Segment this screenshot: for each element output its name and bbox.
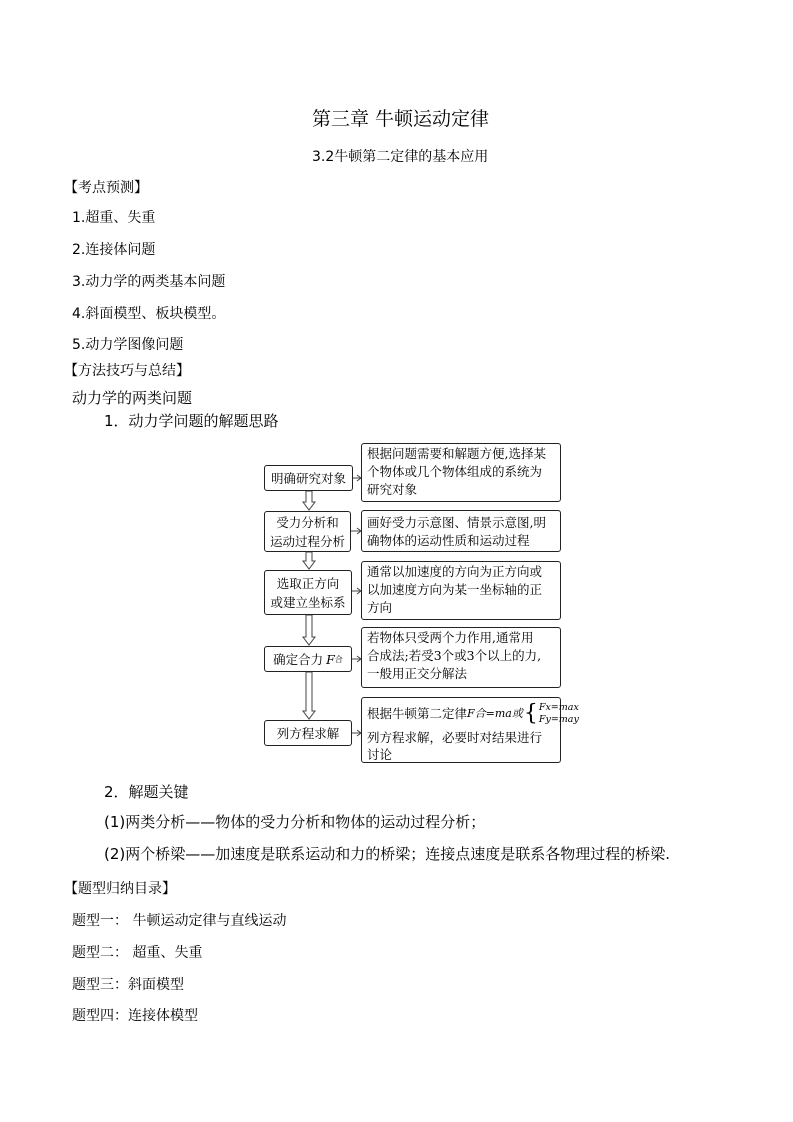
exam-points-heading: 【考点预测】: [64, 180, 148, 196]
flow-step-2: 受力分析和 运动过程分析: [264, 511, 351, 552]
flow-step-3: 选取正方向 或建立坐标系: [264, 570, 352, 615]
catalog-item: 题型一： 牛顿运动定律与直线运动: [72, 913, 287, 929]
catalog-heading: 【题型归纳目录】: [64, 881, 176, 897]
flow-note-5: 根据牛顿第二定律 F合=ma或 { Fx=max Fy=may 列方程求解，必要时对结果进行 讨论: [361, 697, 561, 763]
exam-point-item: 2.连接体问题: [72, 242, 156, 258]
f-symbol: F: [326, 651, 335, 667]
catalog-item: 题型二： 超重、失重: [72, 945, 203, 961]
key-point-2: (2)两个桥梁——加速度是联系运动和力的桥梁；连接点速度是联系各物理过程的桥梁.: [104, 845, 671, 863]
page-subtitle: 3.2牛顿第二定律的基本应用: [312, 149, 489, 165]
catalog-item: 题型三：斜面模型: [72, 977, 184, 993]
formula-y: Fy=may: [538, 714, 579, 725]
flow-note-5-label: 根据牛顿第二定律: [367, 706, 468, 721]
step1-heading: 1．动力学问题的解题思路: [104, 412, 279, 430]
methods-heading: 【方法技巧与总结】: [64, 363, 190, 379]
flow-note-4: 若物体只受两个力作用,通常用 合成法;若受3个或3个以上的力, 一般用正交分解法: [361, 627, 561, 688]
catalog-item: 题型四：连接体模型: [72, 1008, 198, 1024]
methods-subheading: 动力学的两类问题: [72, 389, 193, 407]
flow-note-5-text: 列方程求解，必要时对结果进行 讨论: [367, 730, 543, 762]
exam-point-item: 5.动力学图像问题: [72, 337, 184, 353]
formula-x: Fx=max: [538, 702, 579, 713]
page-title: 第三章 牛顿运动定律: [312, 108, 490, 130]
exam-point-item: 4.斜面模型、板块模型。: [72, 306, 226, 322]
exam-point-item: 3.动力学的两类基本问题: [72, 274, 226, 290]
flow-step-4-label: 确定合力: [273, 651, 324, 667]
exam-point-item: 1.超重、失重: [72, 210, 156, 226]
flow-note-3: 通常以加速度的方向为正方向或 以加速度方向为某一坐标轴的正 方向: [361, 561, 561, 620]
flow-note-2: 画好受力示意图、情景示意图,明 确物体的运动性质和运动过程: [361, 510, 561, 552]
newton-formula: F合=ma或: [467, 707, 523, 720]
step2-heading: 2．解题关键: [104, 783, 189, 801]
key-point-1: (1)两类分析——物体的受力分析和物体的运动过程分析；: [104, 813, 486, 831]
flow-note-1: 根据问题需要和解题方便,选择某 个物体或几个物体组成的系统为 研究对象: [361, 443, 561, 502]
flow-step-5: 列方程求解: [264, 720, 352, 746]
f-subscript: 合: [334, 654, 343, 664]
flow-step-4: [264, 646, 352, 672]
flow-step-1: 明确研究对象: [264, 465, 353, 491]
